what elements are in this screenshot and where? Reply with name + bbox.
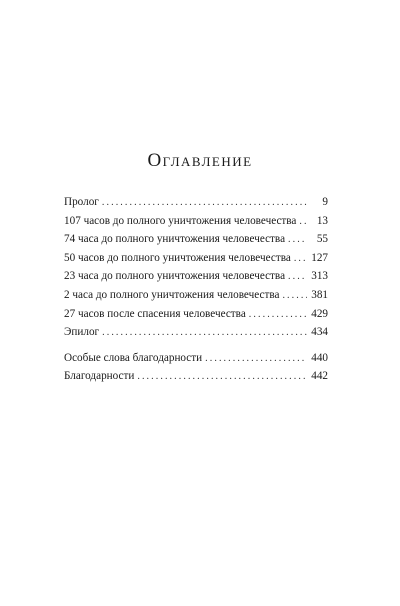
toc-entry-page: 55 <box>316 233 328 246</box>
toc-entry-title: Пролог <box>64 196 99 208</box>
toc-entry-page: 13 <box>316 214 328 227</box>
dot-leader <box>249 306 307 325</box>
dot-leader <box>288 231 307 250</box>
toc-entry-page: 127 <box>311 251 328 264</box>
toc-entry-page: 381 <box>311 288 328 301</box>
toc-heading: Оглавление <box>147 150 253 171</box>
toc-list <box>64 193 328 386</box>
toc-entry <box>64 305 328 324</box>
dot-leader <box>205 350 307 369</box>
toc-entry <box>64 286 328 305</box>
toc-entry-title: 27 часов после спасения человечества <box>64 307 246 320</box>
toc-entry-title: Эпилог <box>64 326 100 339</box>
toc-entry <box>64 212 328 231</box>
toc-entry-title: 2 часа до полного уничтожения человечества <box>64 288 280 301</box>
toc-entry-title: Благодарности <box>64 370 135 383</box>
toc-entry-title: Особые слова благодарности <box>64 351 203 364</box>
toc-entry-title: 23 часа до полного уничтожения человечества <box>64 270 286 283</box>
toc-entry <box>64 249 328 268</box>
toc-entry-page: 9 <box>322 196 328 208</box>
toc-entry-page: 440 <box>311 351 328 364</box>
toc-entry-title: 50 часов до полного уничтожения человечества <box>64 251 291 264</box>
dot-leader <box>294 250 307 269</box>
dot-leader <box>299 213 307 232</box>
toc-entry <box>64 323 328 342</box>
toc-entry <box>64 349 328 368</box>
toc-entry-title: 74 часа до полного уничтожения человечества <box>64 233 286 246</box>
dot-leader <box>102 324 307 343</box>
toc-entry-page: 442 <box>311 370 328 383</box>
dot-leader <box>137 368 307 387</box>
toc-entry-page: 313 <box>311 270 328 283</box>
dot-leader <box>282 287 307 306</box>
toc-entry-page: 434 <box>311 326 328 339</box>
toc-entry-title: 107 часов до полного уничтожения человечества <box>64 214 297 227</box>
dot-leader <box>288 268 307 287</box>
toc-entry-page: 429 <box>311 307 328 320</box>
toc-entry <box>64 193 328 212</box>
dot-leader <box>102 194 307 213</box>
toc-entry <box>64 267 328 286</box>
toc-entry <box>64 230 328 249</box>
toc-entry <box>64 367 328 386</box>
